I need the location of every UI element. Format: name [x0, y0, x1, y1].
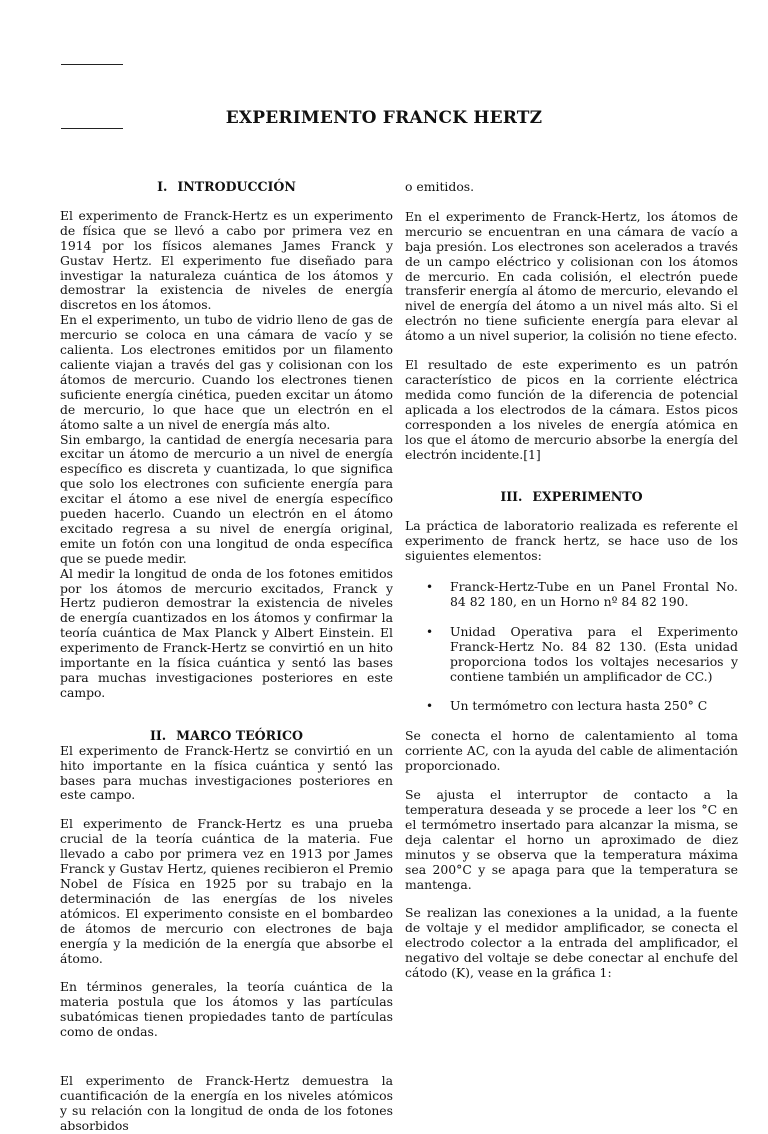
paragraph: El experimento de Franck-Hertz es una prueba crucial de la teoría cuántica de la materia. Fue llevado a cabo por primera vez en 1913 por James Franck y Gustav Hertz, quienes recibieron el Premio Nobel de Física en 1925 por su trabajo en la determinación de las energías de los niveles atómicos. El experimento consiste en el bombardeo de átomos de mercurio con electrones de baja energía y la medición de la energía que absorbe el átomo.: [60, 816, 393, 966]
section-heading-marco-teorico: [60, 729, 393, 744]
paragraph: Se ajusta el interruptor de contacto a la temperatura deseada y se procede a leer los °C en el termómetro insertado para alcanzar la misma, se deja calentar el horno un aproximado de diez minutos y se observa que la temperatura máxima sea 200°C y se apaga para que la temperatura se mantenga.: [405, 787, 738, 892]
list-item: • Unidad Operativa para el Experimento Franck-Hertz No. 84 82 130. (Esta unidad proporciona todos los voltajes necesarios y contiene también un amplificador de CC.): [426, 623, 738, 684]
paragraph: El experimento de Franck-Hertz se convirtió en un hito importante en la física cuántica y sentó las bases para muchas investigaciones posteriores en este campo.: [60, 742, 393, 803]
paragraph: El resultado de este experimento es un patrón característico de picos en la corriente eléctrica medida como función de la diferencia de potencial aplicada a los electrodos de la cámara. Estos picos corresponden a los niveles de energía atómica en los que el átomo de mercurio absorbe la energía del electrón incidente.[1]: [405, 357, 738, 462]
section-heading-introduccion: [60, 180, 393, 195]
left-column: [60, 180, 393, 1134]
section-number: III.: [500, 489, 523, 505]
paragraph: Al medir la longitud de onda de los fotones emitidos por los átomos de mercurio excitados, Franck y Hertz pudieron demostrar la existencia de niveles de energía cuantizados en los átomos y confirmar la teoría cuántica de Max Planck y Albert Einstein. El experimento de Franck-Hertz se convirtió en un hito importante en la física cuántica y sentó las bases para muchas investigaciones posteriores en este campo.: [60, 565, 393, 700]
section-number: II.: [149, 727, 167, 743]
paragraph: En el experimento de Franck-Hertz, los átomos de mercurio se encuentran en una cámara de vacío a baja presión. Los electrones son acelerados a través de un campo eléctrico y colisionan con los átomos de mercurio. En cada colisión, el electrón puede transferir energía al átomo de mercurio, elevando el nivel de energía del átomo a un nivel más alto. Si el electrón no tiene suficiente energía para elevar al átomo a un nivel superior, la colisión no tiene efecto.: [405, 208, 738, 344]
paragraph: Sin embargo, la cantidad de energía necesaria para excitar un átomo de mercurio a un nivel de energía específico es discreta y cuantizada, lo que significa que solo los electrones con suficiente energía para excitar el átomo a ese nivel de energía específico pueden hacerlo. Cuando un electrón en el átomo excitado regresa a su nivel de energía original, emite un fotón con una longitud de onda específica que se puede medir.: [60, 431, 393, 566]
list-item: • Un termómetro con lectura hasta 250° C: [426, 698, 708, 714]
list-item: • Franck-Hertz-Tube en un Panel Frontal No. 84 82 180, en un Horno nº 84 82 190.: [426, 579, 738, 609]
header-rule-bottom: [61, 128, 123, 129]
bullet-icon: •: [426, 580, 434, 595]
section-label: MARCO TEÓRICO: [176, 727, 304, 743]
page-title: EXPERIMENTO FRANCK HERTZ: [225, 108, 543, 128]
section-heading-experimento: [405, 490, 738, 505]
paragraph: Se conecta el horno de calentamiento al toma corriente AC, con la ayuda del cable de alimentación proporcionado.: [405, 728, 738, 774]
section-label: EXPERIMENTO: [532, 489, 643, 505]
section-label: INTRODUCCIÓN: [177, 179, 296, 194]
bullet-icon: •: [426, 699, 434, 714]
paragraph: o emitidos.: [405, 179, 475, 194]
paragraph: Se realizan las conexiones a la unidad, a la fuente de voltaje y el medidor amplificador, se conecta el electrodo colector a la entrada del amplificador, el negativo del voltaje se debe conectar al enchufe del cátodo (K), vease en la gráfica 1:: [405, 905, 738, 981]
paragraph: En el experimento, un tubo de vidrio lleno de gas de mercurio se coloca en una cámara de vacío y se calienta. Los electrones emitidos por un filamento caliente viajan a través del gas y colisionan con los átomos de mercurio. Cuando los electrones tienen suficiente energía cinética, pueden excitar un átomo de mercurio, lo que hace que un electrón en el átomo salte a un nivel de energía más alto.: [60, 312, 393, 432]
header-rule-top: [61, 64, 123, 65]
section-number: I.: [157, 179, 168, 194]
paragraph: El experimento de Franck-Hertz demuestra la cuantificación de la energía en los niveles atómicos y su relación con la longitud de onda de los fotones absorbidos: [60, 1073, 393, 1133]
bullet-icon: •: [426, 624, 434, 639]
equipment-list: [405, 580, 738, 714]
paragraph: La práctica de laboratorio realizada es referente el experimento de franck hertz, se hace uso de los siguientes elementos:: [405, 518, 738, 564]
paragraph: En términos generales, la teoría cuántica de la materia postula que los átomos y las partículas subatómicas tienen propiedades tanto de partículas como de ondas.: [60, 979, 393, 1040]
paragraph: El experimento de Franck-Hertz es un experimento de física que se llevó a cabo por primera vez en 1914 por los físicos alemanes James Franck y Gustav Hertz. El experimento fue diseñado para investigar la naturaleza cuántica de los átomos y demostrar la existencia de niveles de energía discretos en los átomos.: [60, 207, 393, 313]
right-column: [405, 180, 738, 981]
